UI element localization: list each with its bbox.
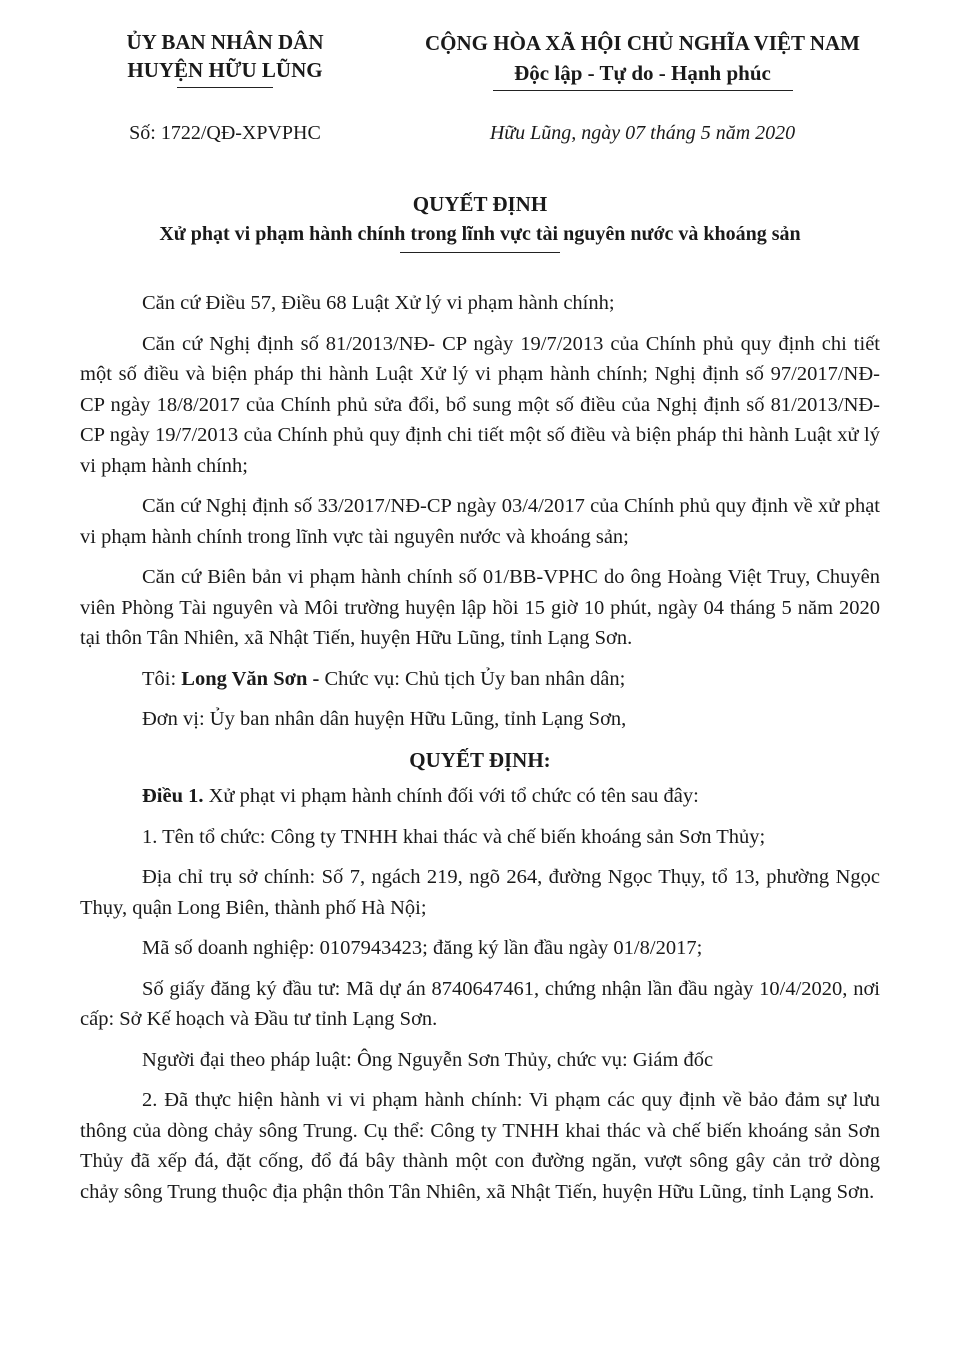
country-name: CỘNG HÒA XÃ HỘI CHỦ NGHĨA VIỆT NAM	[424, 31, 861, 55]
decision-heading: QUYẾT ĐỊNH:	[409, 747, 551, 772]
agency-header	[60, 28, 390, 88]
org-representative: Người đại theo pháp luật: Ông Nguyễn Sơn Thủy, chức vụ: Giám đốc	[142, 1048, 714, 1071]
article-1-label: Điều 1.	[142, 785, 204, 807]
preamble-paragraph: Căn cứ Nghị định số 33/2017/NĐ-CP ngày 03/4/2017 của Chính phủ quy định về xử phạt vi phạm hành chính trong lĩnh vực tài nguyên nước và khoáng sản;	[80, 495, 880, 548]
document-subtitle: Xử phạt vi phạm hành chính trong lĩnh vực tài nguyên nước và khoáng sản	[159, 223, 801, 245]
org-address: Địa chỉ trụ sở chính: Số 7, ngách 219, ngõ 264, đường Ngọc Thụy, tổ 13, phường Ngọc Thụy, quận Long Biên, thành phố Hà Nội;	[80, 866, 880, 919]
article-1-text: Xử phạt vi phạm hành chính đối với tổ chức có tên sau đây:	[203, 785, 699, 807]
document-body	[80, 288, 880, 1217]
preamble-paragraph: Căn cứ Điều 57, Điều 68 Luật Xử lý vi phạm hành chính;	[142, 292, 615, 314]
document-number: Số: 1722/QĐ-XPVPHC	[129, 122, 321, 144]
motto-underline	[493, 90, 793, 91]
preamble-paragraph: Căn cứ Biên bản vi phạm hành chính số 01/BB-VPHC do ông Hoàng Việt Truy, Chuyên viên Phòng Tài nguyên và Môi trường huyện lập hồi 15 giờ 10 phút, ngày 04 tháng 5 năm 2020 tại thôn Tân Nhiên, xã Nhật Tiến, huyện Hữu Lũng, tỉnh Lạng Sơn.	[80, 566, 880, 649]
org-name: 1. Tên tổ chức: Công ty TNHH khai thác và chế biến khoáng sản Sơn Thủy;	[142, 825, 766, 848]
document-title: QUYẾT ĐỊNH	[412, 192, 548, 216]
subtitle-underline	[400, 252, 560, 253]
org-tax-code: Mã số doanh nghiệp: 0107943423; đăng ký lần đầu ngày 01/8/2017;	[142, 937, 703, 959]
violation-description: 2. Đã thực hiện hành vi vi phạm hành chính: Vi phạm các quy định về bảo đảm sự lưu thông của dòng chảy sông Trung. Cụ thể: Công ty TNHH khai thác và chế biến khoáng sản Sơn Thủy đã xếp đá, đặt cống, đổ đá bây thành một con đường ngăn, vượt sông gây cản trở dòng chảy sông Trung thuộc địa phận thôn Tân Nhiên, xã Nhật Tiến, huyện Hữu Lũng, tỉnh Lạng Sơn.	[80, 1089, 880, 1203]
agency-line-1: ỦY BAN NHÂN DÂN	[126, 30, 324, 54]
org-investment: Số giấy đăng ký đầu tư: Mã dự án 8740647461, chứng nhận lần đầu ngày 10/4/2020, nơi cấp: Sở Kế hoạch và Đầu tư tỉnh Lạng Sơn.	[80, 977, 880, 1030]
article-1	[80, 781, 880, 812]
signer-line	[80, 664, 880, 695]
signer-role: Chức vụ: Chủ tịch Ủy ban nhân dân;	[319, 667, 626, 690]
agency-line-2: HUYỆN HỮU LŨNG	[127, 58, 323, 82]
agency-underline	[177, 87, 273, 88]
national-motto: Độc lập - Tự do - Hạnh phúc	[514, 61, 771, 85]
unit-line: Đơn vị: Ủy ban nhân dân huyện Hữu Lũng, tỉnh Lạng Sơn,	[142, 708, 627, 730]
preamble-paragraph: Căn cứ Nghị định số 81/2013/NĐ- CP ngày 19/7/2013 của Chính phủ quy định chi tiết một số điều và biện pháp thi hành Luật Xử lý vi phạm hành chính; Nghị định số 97/2017/NĐ- CP ngày 18/8/2017 của Chính phủ sửa đổi, bổ sung một số điều của Nghị định số 81/2013/NĐ-CP ngày 19/7/2013 của Chính phủ quy định chi tiết một số điều và biện pháp thi hành Luật xử lý vi phạm hành chính;	[80, 332, 880, 477]
signer-prefix: Tôi:	[142, 667, 182, 690]
national-header	[390, 28, 895, 91]
document-date: Hữu Lũng, ngày 07 tháng 5 năm 2020	[489, 122, 796, 144]
signer-name: Long Văn Sơn -	[181, 667, 320, 690]
